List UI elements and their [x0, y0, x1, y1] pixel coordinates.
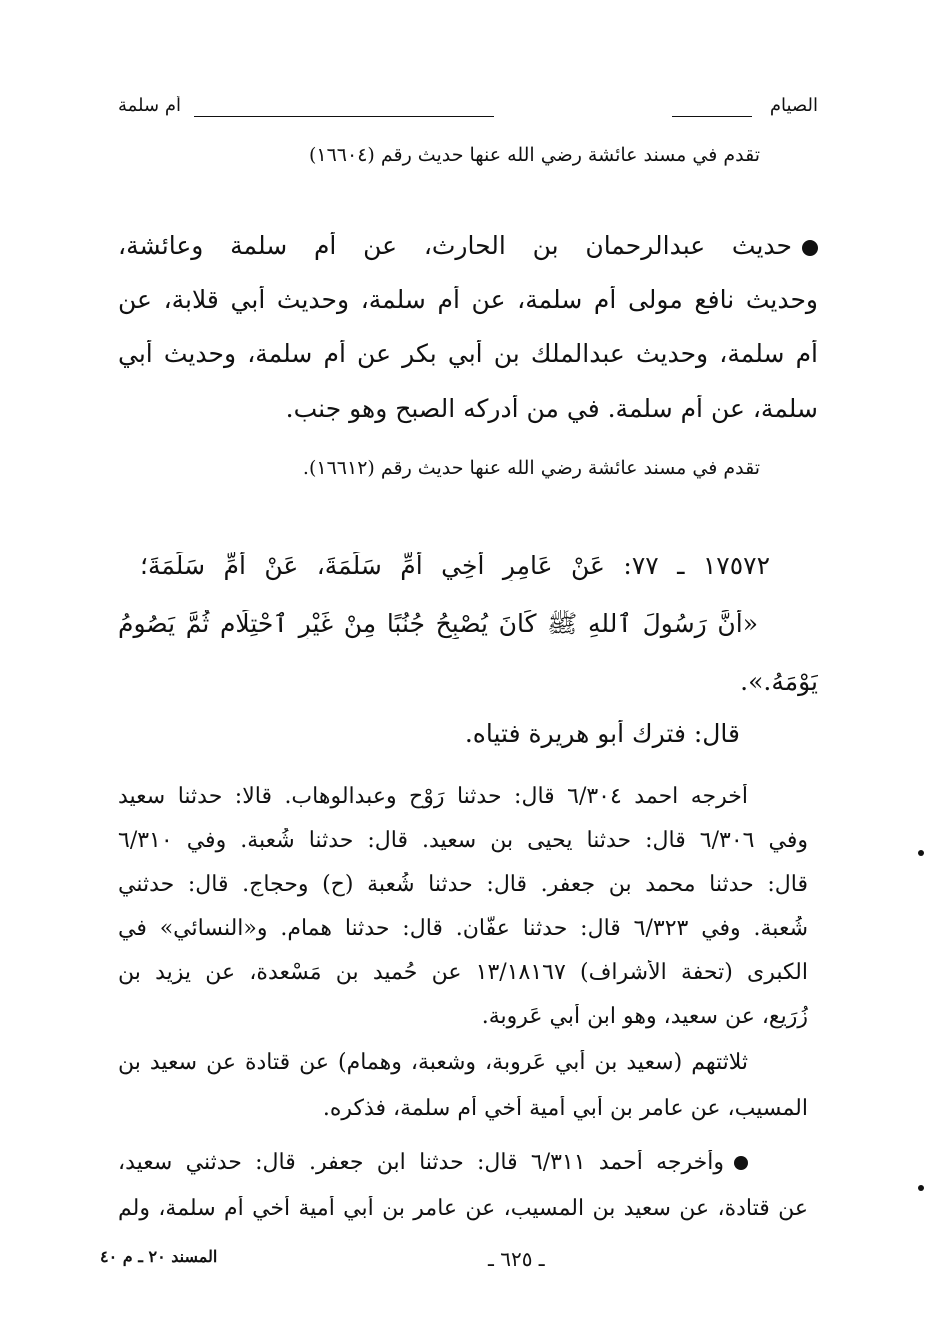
hadith-main-line-3: يَوْمَهُ.». — [740, 668, 818, 696]
margin-speck — [918, 1185, 924, 1191]
hadith-group-line-1: حديث عبدالرحمان بن الحارث، عن أم سلمة وعائشة، — [118, 232, 818, 261]
cross-reference-note: تقدم في مسند عائشة رضي الله عنها حديث رقم (١٦٦٠٤) — [308, 145, 760, 166]
header-rule-right — [672, 116, 752, 117]
bullet-icon — [734, 1156, 748, 1170]
hadith-group-line-2: وحديث نافع مولى أم سلمة، عن أم سلمة، وحديث أبي قلابة، عن — [118, 286, 818, 314]
hadith-group-note: تقدم في مسند عائشة رضي الله عنها حديث رقم (١٦٦١٢). — [302, 458, 760, 479]
header-section: أم سلمة — [118, 96, 181, 116]
hadith-group-line-3: أم سلمة، وحديث عبدالملك بن أبي بكر عن أم سلمة، وحديث أبي — [118, 340, 818, 368]
takhrij-line-4: شُعبة. وفي ٦/٣٢٣ قال: حدثنا عفّان. قال: حدثنا همام. و«النسائي» في — [118, 916, 808, 941]
takhrij-line-5: الكبرى (تحفة الأشراف) ١٣/١٨١٦٧ عن حُميد بن مَسْعدة، عن يزيد بن — [118, 960, 808, 985]
takhrij-line-9: وأخرجه أحمد ٦/٣١١ قال: حدثنا ابن جعفر. قال: حدثني سعيد، — [118, 1150, 748, 1175]
page-number: ـ ٦٢٥ ـ — [488, 1248, 545, 1271]
takhrij-line-1: أخرجه احمد ٦/٣٠٤ قال: حدثنا رَوْح وعبدالوهاب. قالا: حدثنا سعيد — [118, 784, 748, 809]
hadith-main-line-1: ١٧٥٧٢ ـ ٧٧: عَنْ عَامِرٍ أَخِي أُمِّ سَلَمَةَ، عَنْ أُمِّ سَلَمَةَ؛ — [140, 552, 770, 580]
hadith-main-line-4: قال: فترك أبو هريرة فتياه. — [464, 720, 740, 748]
bullet-icon — [802, 240, 818, 256]
takhrij-line-7: ثلاثتهم (سعيد بن أبي عَروبة، وشعبة، وهمام) عن قتادة عن سعيد بن — [118, 1050, 748, 1075]
header-chapter: الصيام — [769, 96, 818, 116]
takhrij-line-2: وفي ٦/٣٠٦ قال: حدثنا يحيى بن سعيد. قال: حدثنا شُعبة. وفي ٦/٣١٠ — [118, 828, 808, 853]
page-footer — [100, 1248, 820, 1278]
header-rule-left — [194, 116, 494, 117]
hadith-main-line-2: «أَنَّ رَسُولَ ٱللهِ ﷺ كَانَ يُصْبِحُ جُنُبًا مِنْ غَيْرِ ٱحْتِلَامٍ ثُمَّ يَصُومُ — [118, 610, 758, 638]
hadith-group-line-4: سلمة، عن أم سلمة. في من أدركه الصبح وهو جنب. — [285, 395, 818, 423]
takhrij-line-8: المسيب، عن عامر بن أبي أمية أخي أم سلمة، فذكره. — [322, 1096, 808, 1121]
takhrij-line-3: قال: حدثنا محمد بن جعفر. قال: حدثنا شُعبة (ح) وحجاج. قال: حدثني — [118, 872, 808, 897]
takhrij-line-6: زُرَيع، عن سعيد، وهو ابن أبي عَروبة. — [481, 1004, 808, 1029]
margin-speck — [918, 850, 924, 856]
takhrij-line-10: عن قتادة، عن سعيد بن المسيب، عن عامر بن أبي أمية أخي أم سلمة، ولم — [118, 1196, 808, 1221]
signature-mark: المسند ٢٠ ـ م ٤٠ — [100, 1248, 218, 1266]
running-header — [118, 96, 818, 126]
